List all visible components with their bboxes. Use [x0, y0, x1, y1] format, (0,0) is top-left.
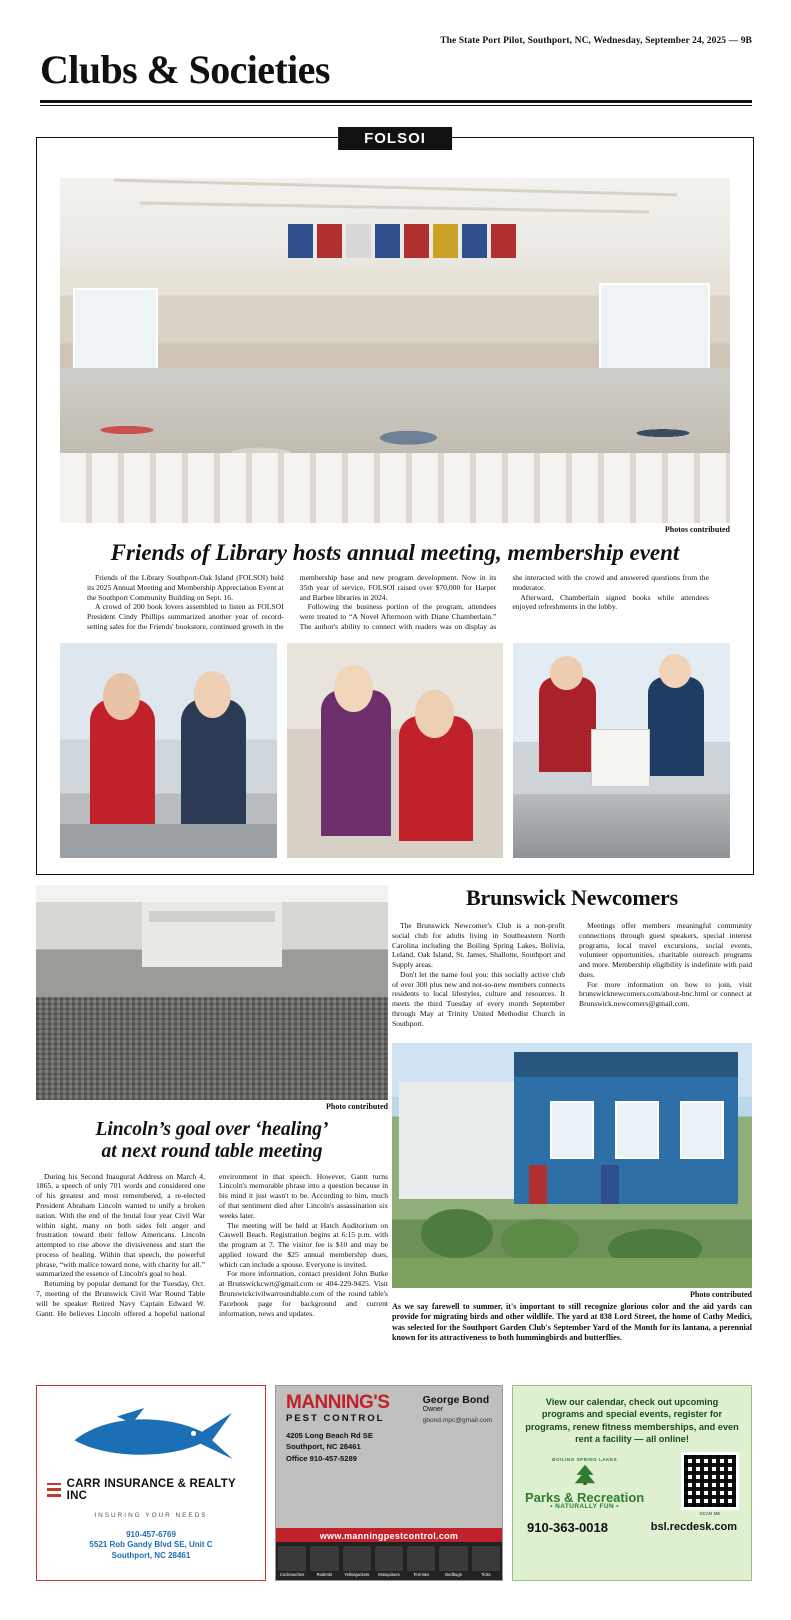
carr-phone[interactable]: 910-457-6769 — [126, 1529, 176, 1539]
folsoi-paragraph: Friends of the Library Southport-Oak Island (FOLSOI) held its 2025 Annual Meeting and Membership Appreciation Event at the Southport Community Building on Sept. 16. — [87, 573, 284, 602]
lincoln-headline-line2: at next round table meeting — [101, 1140, 323, 1162]
page-title: Clubs & Societies — [40, 47, 330, 92]
pest-item: Bedbugs — [437, 1542, 469, 1580]
qr-code-icon[interactable] — [681, 1452, 739, 1510]
mannings-website[interactable]: www.manningpestcontrol.com — [276, 1528, 502, 1544]
folsoi-photo-author-panel — [513, 643, 730, 858]
ads-row — [36, 1385, 752, 1581]
pest-item: Termites — [405, 1542, 437, 1580]
pest-item: Rodents — [308, 1542, 340, 1580]
tree-icon — [525, 1463, 644, 1490]
yard-of-the-month-photo — [392, 1043, 752, 1288]
lincoln-paragraph: Returning by popular demand for the Tuesday, Oct. 7, meeting of the Brunswick Civil War Round Table will be speaker Retired Navy Captain Edward W. Gantt. He believes Lincoln offered a hopeful national environment in that speech. However, Gantt turns Lincoln's memorable phrase into a question because in his mind it just wasn't to be. According to him, much of that sentiment died after Lincoln's assassination six weeks later. — [36, 1171, 388, 1318]
mannings-logo — [286, 1394, 389, 1423]
newcomers-body — [392, 921, 752, 1029]
mannings-city: Southport, NC 28461 — [286, 1442, 361, 1452]
masthead-rule-thick — [40, 100, 752, 103]
newcomers-headline: Brunswick Newcomers — [466, 885, 678, 910]
mannings-email[interactable]: gbond.mpc@gmail.com — [422, 1417, 492, 1424]
carr-address-line1: 5521 Rob Gandy Blvd SE, Unit C — [89, 1540, 213, 1550]
carr-mark-icon — [47, 1483, 61, 1497]
qr-label: SCAN ME — [699, 1510, 721, 1516]
mannings-logo-bottom: PEST CONTROL — [286, 1413, 385, 1425]
pest-item: Yellowjackets — [341, 1542, 373, 1580]
ad-bsl-parks-recreation[interactable] — [512, 1385, 752, 1581]
page-dateline: The State Port Pilot, Southport, NC, Wednesday, September 24, 2025 — 9B — [440, 36, 752, 46]
lincoln-paragraph: For more information, contact president John Butke at Brunswickcwrt@gmail.com or 404-229-9425. Visit Brunswickcivilwarroundtable.com of the round table's Facebook page for background and current information, news and updates. — [219, 1269, 388, 1318]
mannings-owner: George Bond — [422, 1394, 490, 1406]
pest-item: Cockroaches — [276, 1542, 308, 1580]
mannings-logo-top: MANNING'S — [286, 1392, 390, 1413]
folsoi-paragraph: A crowd of 200 book lovers assembled to listen as FOLSOI President Cindy Phillips summarized another year of record-setting sales for the Friends' bookstore, continued growth in the membership base and new program development. Now in its 35th year of service, FOLSOI raised over $70,000 for Harper and Barbee libraries in 2024. — [87, 573, 497, 631]
newcomers-paragraph: Meetings offer members meaningful community connections through guest speakers, special interest programs, local travel excursions, social events, volunteer opportunities, charitable outreach programs and more. Membership eligibility is indefinite with paid dues. — [579, 921, 752, 979]
yard-photo-credit: Photo contributed — [690, 1289, 752, 1299]
lincoln-headline-line1: Lincoln’s goal over ‘healing’ — [95, 1119, 329, 1140]
folsoi-paragraph: Following the business portion of the program, attendees were treated to “A Novel Afternoon with Diane Chamberlain.” The author's ability to connect with readers was on display as she interacted with the crowd and answered questions from the moderator. — [299, 573, 709, 631]
pest-item: Ticks — [470, 1542, 502, 1580]
lincoln-story — [36, 885, 388, 1335]
pest-item: Mosquitoes — [373, 1542, 405, 1580]
newcomers-story — [392, 885, 752, 1345]
folsoi-photo-members — [287, 643, 504, 858]
parks-headline: View our calendar, check out upcoming programs and special events, register for programs, renew fitness memberships, and even rent a facility — all online! — [525, 1397, 739, 1445]
carr-tagline: INSURING YOUR NEEDS — [94, 1512, 208, 1520]
masthead-rule-thin — [40, 105, 752, 106]
folsoi-hero-photo — [60, 178, 730, 523]
newcomers-paragraph: For more information on how to join, visit brunswicknewcomers.com/about-bnc.html or connect at Brunswick.newcomers@gmail.com. — [579, 979, 752, 1009]
folsoi-paragraph: Afterward, Chamberlain signed books while attendees enjoyed refreshments in the lobby. — [512, 592, 709, 612]
mannings-address: 4205 Long Beach Rd SE — [286, 1431, 373, 1440]
lincoln-photo — [36, 885, 388, 1100]
parks-brand-sub: • NATURALLY FUN • — [550, 1502, 619, 1510]
parks-brand: Parks & Recreation — [525, 1489, 645, 1505]
yard-cutline: As we say farewell to summer, it's important to still recognize glorious color and the aid yards can provide for migrating birds and other wildlife. The yard at 838 Lord Street, the home of Cathy Medici, was selected for the Southport Garden Club's September Yard of the Month for its lantana, a perennial known for its attractiveness to both hummingbirds and butterflies. — [392, 1301, 752, 1343]
folsoi-story-box — [36, 130, 754, 875]
carr-name: CARR INSURANCE & REALTY INC — [66, 1478, 236, 1503]
lincoln-headline — [36, 1119, 388, 1163]
parks-phone[interactable]: 910-363-0018 — [527, 1519, 608, 1535]
lincoln-paragraph: The meeting will be held at Hatch Auditorium on Caswell Beach. Registration begins at 6:15 p.m. with the program at 7. The visitor fee is $10 and may be applied toward the $25 annual membership dues, which can include a spouse. Everyone is invited. — [219, 1220, 388, 1269]
mannings-role: Owner — [422, 1406, 444, 1413]
carr-address-line2: Southport, NC 28461 — [111, 1551, 191, 1561]
mannings-office-phone[interactable]: Office 910-457-5289 — [286, 1453, 357, 1463]
folsoi-headline: Friends of Library hosts annual meeting, membership event — [110, 540, 680, 565]
newcomers-paragraph: Don't let the name fool you: this socially active club of over 300 plus new and not-so-new members connects residents to local lifestyles, culture and resources. It meets the third Tuesday of every month September through May at Trinity United Methodist Church in Southport. — [392, 969, 565, 1028]
lincoln-body — [36, 1172, 388, 1319]
lincoln-photo-credit: Photo contributed — [326, 1102, 388, 1111]
folsoi-photo-speakers — [60, 643, 277, 858]
lincoln-paragraph: During his Second Inaugural Address on March 4, 1865, a speech of only 701 words and considered one of his greatest and most remembered, a re-elected President Abraham Lincoln wanted to unify a broken nation. With the end of the brutal four year Civil War within sight, many on both sides felt anger and frustration toward their fellow Americans. Lincoln attempted to rise above the divisiveness and start the process of healing. Within that speech, the powerful phrase, “with malice toward none, with charity for all.” summarized the essence of Lincoln's goal to heal. — [36, 1171, 205, 1279]
folsoi-kicker: FOLSOI — [338, 127, 452, 150]
mannings-pest-strip — [276, 1542, 502, 1580]
parks-website[interactable]: bsl.recdesk.com — [650, 1521, 737, 1534]
folsoi-body — [87, 573, 709, 632]
ad-carr-insurance[interactable] — [36, 1385, 266, 1581]
marlin-icon — [66, 1404, 236, 1468]
ad-mannings-pest-control[interactable] — [275, 1385, 503, 1581]
parks-brand-top: BOILING SPRING LAKES — [552, 1456, 618, 1462]
newcomers-paragraph: The Brunswick Newcomer's Club is a non-profit social club for adults living in Southeastern North Carolina including the Boiling Spring Lakes, Bolivia, Leland, Oak Island, St. James, Shallotte, Southport and Supply areas. — [392, 921, 565, 970]
folsoi-hero-credit: Photos contributed — [664, 525, 730, 534]
